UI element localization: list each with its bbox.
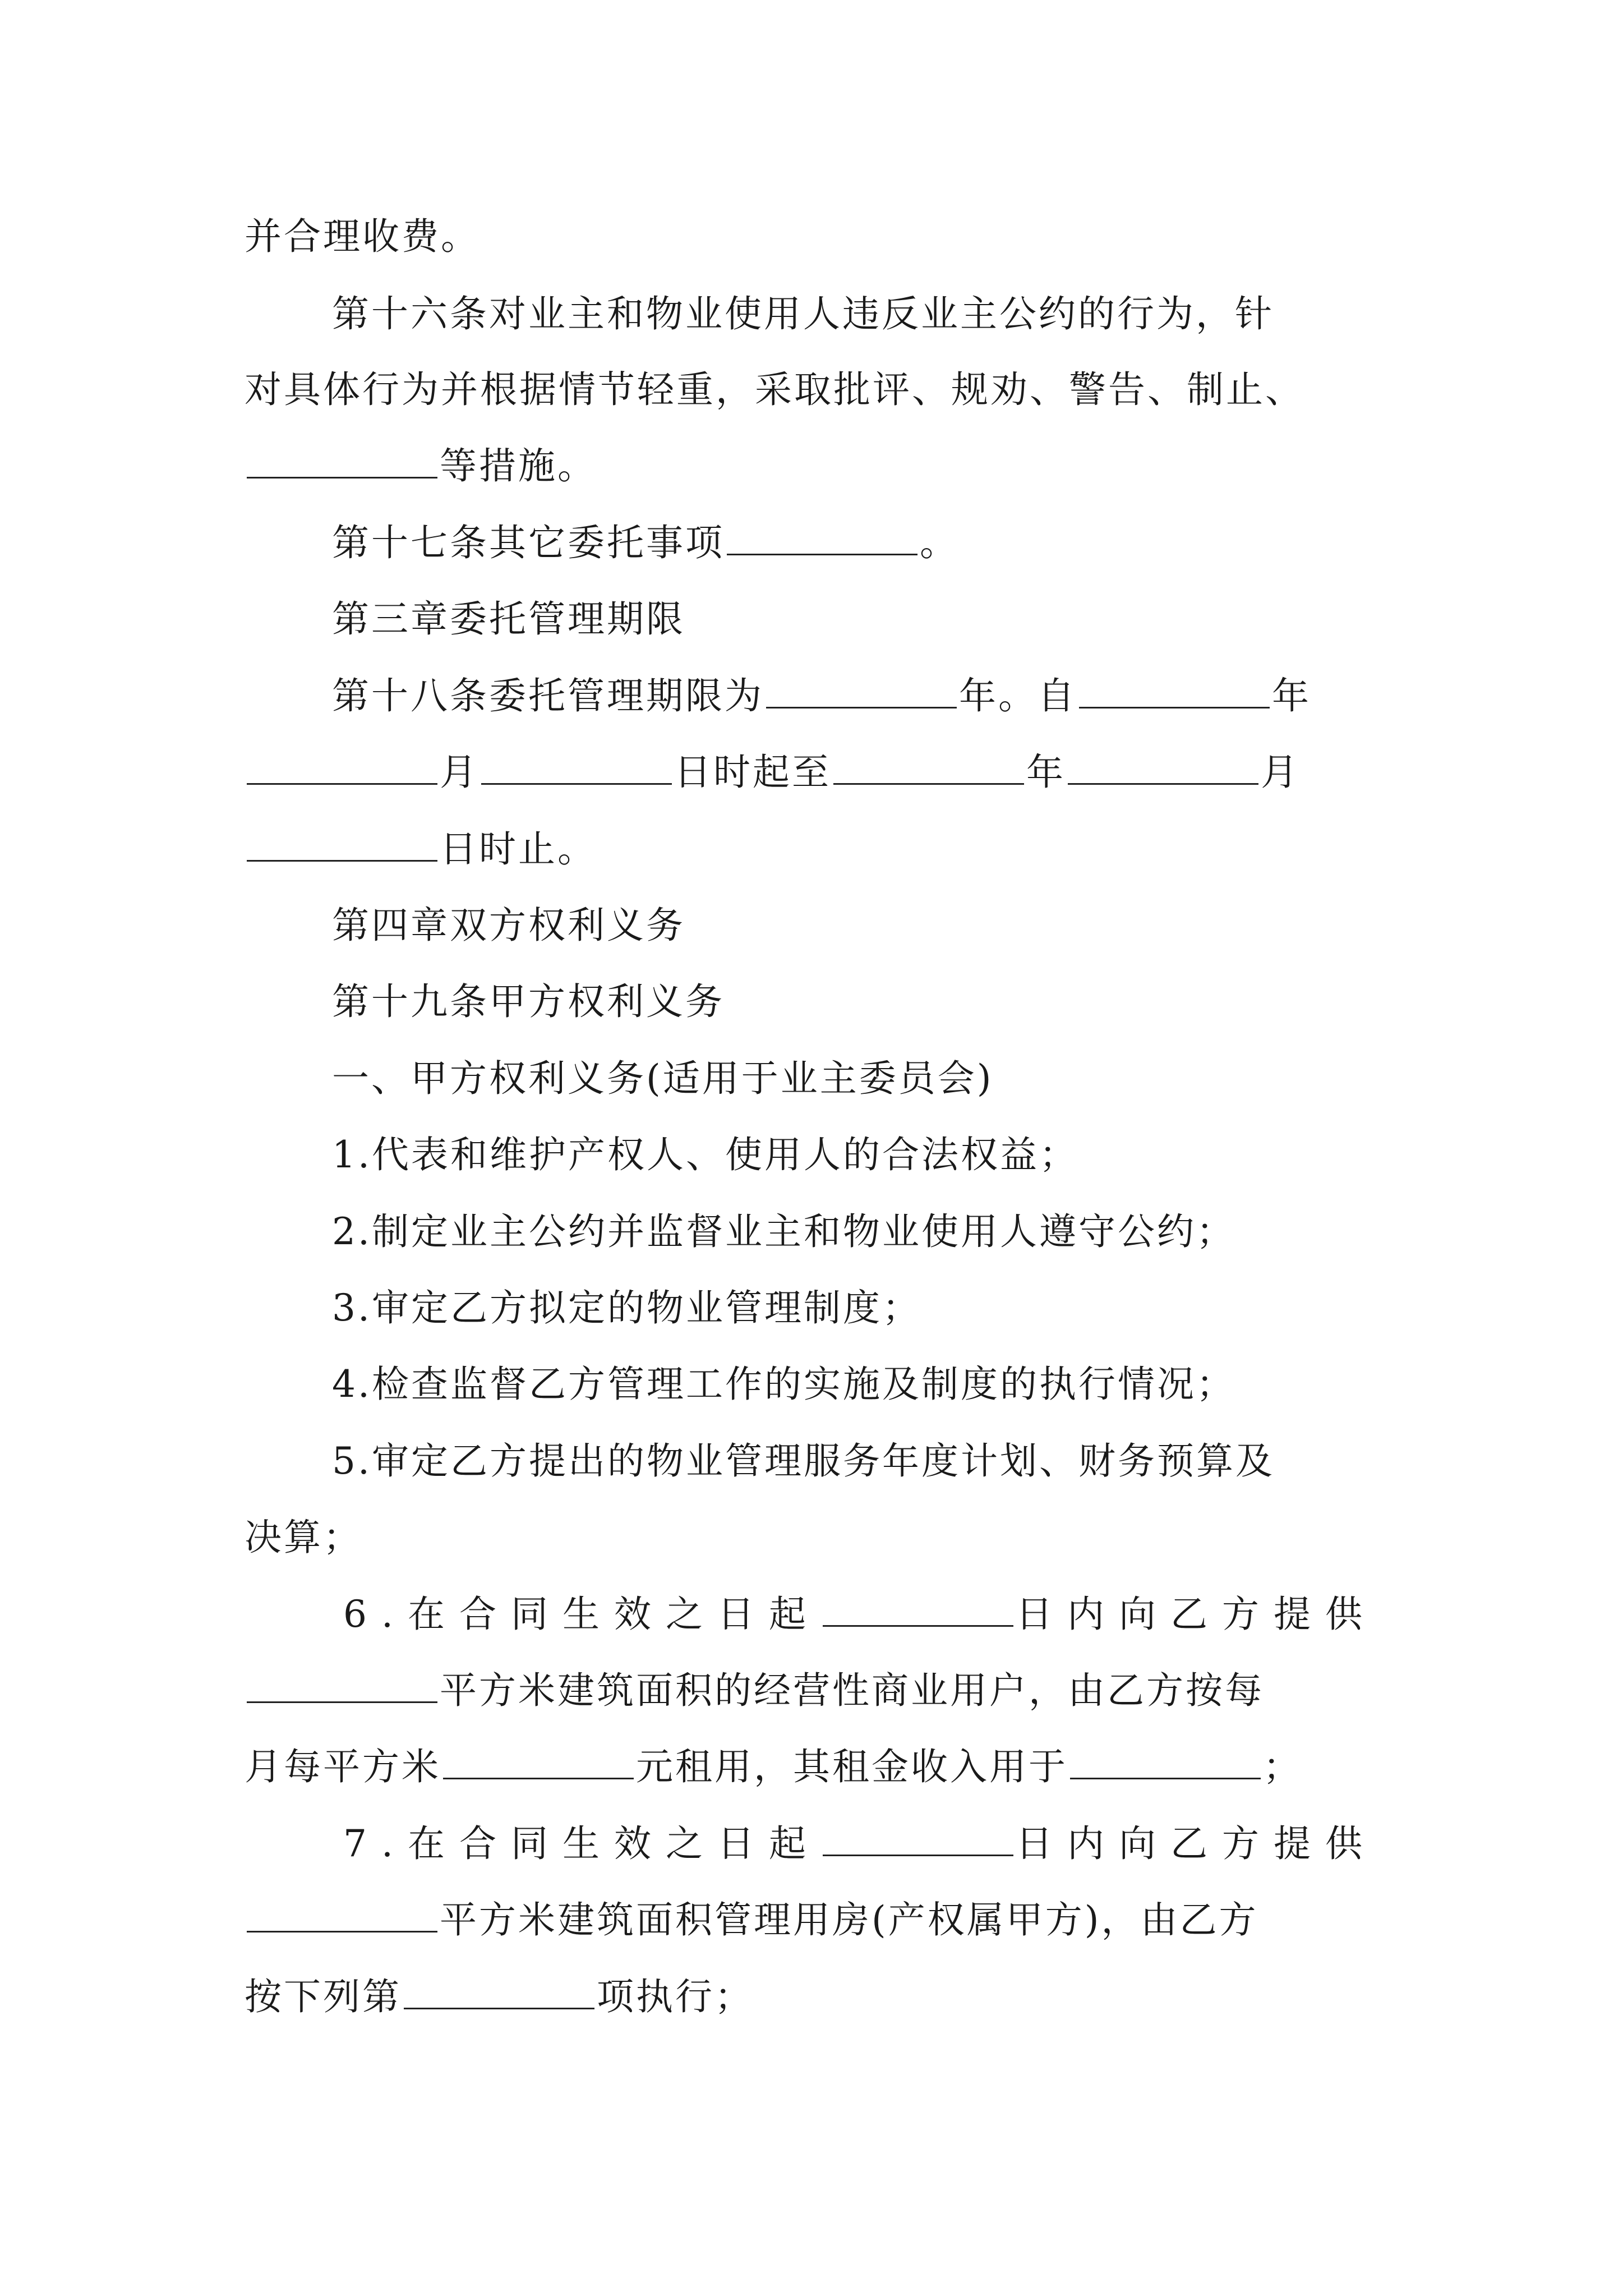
text: 7.在合同生效之日起 (343, 1822, 820, 1865)
text: 日内向乙方提供 (1015, 1822, 1377, 1865)
text: 日时起至 (674, 751, 831, 794)
list-item (332, 1209, 1235, 1254)
list-item (343, 1821, 1377, 1866)
text: 日内向乙方提供 (1015, 1593, 1377, 1636)
text-line (245, 827, 597, 872)
article-19-title: 第十九条甲方权利义务 (332, 980, 725, 1023)
text: ； (1263, 1745, 1302, 1788)
text: 月每平方米 (245, 1745, 441, 1788)
text: 对具体行为并根据情节轻重，采取批评、规劝、警告、制止、 (245, 368, 1304, 411)
article-17-text: 第十七条其它委托事项 (332, 521, 725, 564)
text: 月 (440, 751, 479, 794)
chapter-3-title: 第三章委托管理期限 (332, 597, 685, 641)
blank-field[interactable] (727, 523, 917, 555)
article-18-text: 第十八条委托管理期限为 (332, 674, 764, 717)
blank-field[interactable] (1070, 1747, 1261, 1779)
list-item (332, 1133, 1078, 1177)
text-line (245, 444, 597, 489)
text: 平方米建筑面积的经营性商业用户，由乙方按每 (440, 1669, 1264, 1712)
text-line (245, 1515, 362, 1560)
text: 按下列第 (245, 1975, 402, 2018)
text-line (245, 1898, 1258, 1943)
text-line (245, 1745, 1302, 1789)
list-item (332, 1286, 921, 1331)
text: 4.检查监督乙方管理工作的实施及制度的执行情况； (332, 1363, 1235, 1406)
text: 元租用，其租金收入用于 (636, 1745, 1068, 1788)
blank-field[interactable] (247, 830, 437, 862)
blank-field[interactable] (833, 753, 1024, 785)
blank-field[interactable] (247, 447, 437, 478)
list-item (332, 1362, 1235, 1407)
text: 年 (1272, 674, 1311, 717)
text-line (332, 674, 1311, 719)
chapter-heading (332, 903, 685, 948)
text: 项执行； (597, 1975, 754, 2018)
text-line (245, 1668, 1264, 1713)
list-item (343, 1592, 1377, 1637)
blank-field[interactable] (404, 1977, 594, 2009)
blank-field[interactable] (1079, 677, 1270, 708)
blank-field[interactable] (1068, 753, 1258, 785)
blank-field[interactable] (823, 1824, 1013, 1856)
text: 3.审定乙方拟定的物业管理制度； (332, 1286, 921, 1329)
article-16-text: 第十六条对业主和物业使用人违反业主公约的行为，针 (332, 292, 1274, 335)
text: 日时止。 (440, 827, 597, 871)
text: 平方米建筑面积管理用房(产权属甲方)，由乙方 (440, 1898, 1258, 1941)
text: 2.制定业主公约并监督业主和物业使用人遵守公约； (332, 1210, 1235, 1253)
text: 决算； (245, 1516, 362, 1559)
text-line (245, 214, 480, 259)
text-line (332, 979, 725, 1024)
text: 6.在合同生效之日起 (343, 1593, 820, 1636)
list-item (332, 1439, 1275, 1484)
text: 5.审定乙方提出的物业管理服务年度计划、财务预算及 (332, 1439, 1275, 1483)
text-line (332, 521, 959, 565)
text-line (332, 1056, 994, 1101)
text-line (245, 1975, 754, 2019)
blank-field[interactable] (247, 1901, 437, 1932)
blank-field[interactable] (247, 753, 437, 785)
text: 年 (1026, 751, 1066, 794)
text: 年。自 (959, 674, 1077, 717)
text: 。 (920, 521, 959, 564)
blank-field[interactable] (247, 1671, 437, 1703)
section-title: 一、甲方权利义务(适用于业主委员会) (332, 1057, 994, 1100)
chapter-4-title: 第四章双方权利义务 (332, 904, 685, 947)
text: 并合理收费。 (245, 215, 480, 258)
text-line (245, 367, 1304, 412)
blank-field[interactable] (481, 753, 672, 785)
text: 1.代表和维护产权人、使用人的合法权益； (332, 1133, 1078, 1176)
text: 月 (1261, 751, 1300, 794)
text: 等措施。 (440, 444, 597, 487)
blank-field[interactable] (443, 1747, 634, 1779)
chapter-heading (332, 597, 685, 642)
blank-field[interactable] (823, 1595, 1013, 1627)
text-line (332, 292, 1274, 337)
blank-field[interactable] (766, 677, 957, 708)
text-line (245, 750, 1300, 795)
